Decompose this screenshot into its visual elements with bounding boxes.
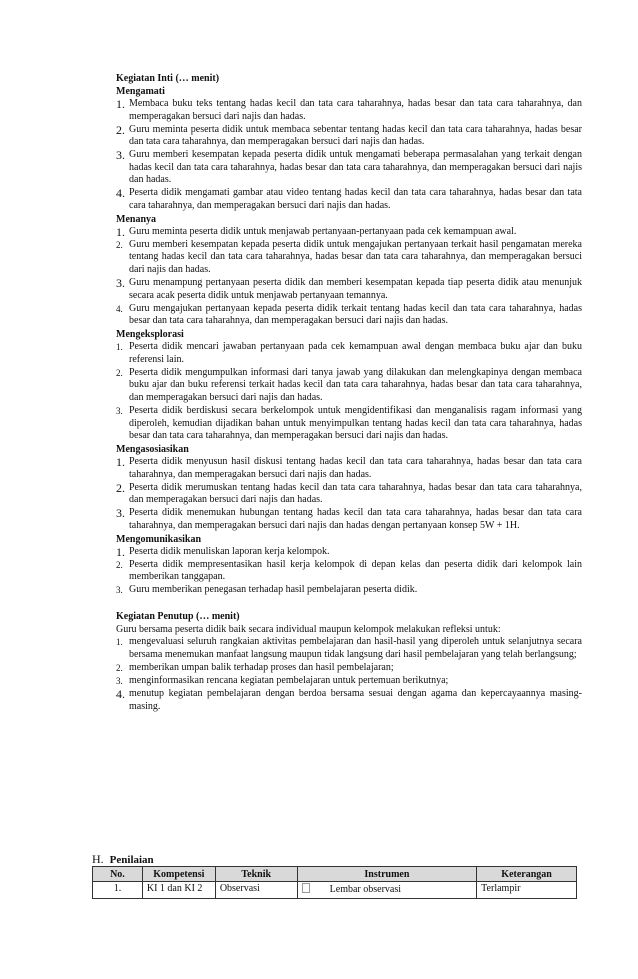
kegiatan-inti-title: Kegiatan Inti (… menit) <box>116 73 220 84</box>
cell-keterangan: Terlampir <box>477 882 577 899</box>
cell-kompetensi: KI 1 dan KI 2 <box>142 882 215 899</box>
list-number: 4. <box>116 186 125 201</box>
list-item <box>116 405 582 443</box>
list-text: Guru meminta peserta didik untuk menjawab pertanyaan-pertanyaan pada cek kemampuan awal. <box>129 225 517 237</box>
list-text: Peserta didik mengamati gambar atau video tentang hadas kecil dan tata cara taharahnya, hadas besar dan tata cara taharahnya, dan memperagakan bersuci dari najis dan hadas. <box>129 187 582 211</box>
list-text: Guru memberi kesempatan kepada peserta didik untuk mengajukan pertanyaan terkait hasil pengamatan mereka tentang hadas kecil dan tata cara taharahnya, hadas besar dan tata cara taharahnya, dan memperagakan bersuci dari najis dan hadas. <box>129 238 582 276</box>
list-number: 3. <box>116 405 123 416</box>
table-header-row <box>93 867 577 882</box>
cell-instrumen <box>297 882 476 899</box>
list-item <box>116 507 582 532</box>
list-number: 2. <box>116 559 123 570</box>
section-list <box>116 456 582 532</box>
list-number: 3. <box>116 585 123 596</box>
list-text: Peserta didik merumuskan tentang hadas kecil dan tata cara taharahnya, hadas besar dan tata cara taharahnya, dan memperagakan bersuci dari najis dan hadas. <box>129 481 582 506</box>
list-text: Guru memberi kesempatan kepada peserta didik untuk mengamati beberapa permasalahan yang terkait dengan hadas kecil dan tata cara taharahnya, hadas besar dan tata cara taharahnya, dan memperagakan bersuci dari najis dan hadas. <box>129 149 582 186</box>
list-item <box>116 187 582 212</box>
header-instrumen: Instrumen <box>297 867 476 882</box>
header-no: No. <box>93 867 143 882</box>
cell-teknik: Observasi <box>215 882 297 899</box>
list-text: Guru mengajukan pertanyaan kepada peserta didik terkait tentang hadas kecil dan tata cara taharahnya, hadas besar dan tata cara taharahnya, dan memperagakan bersuci dari najis dan hadas. <box>129 302 582 327</box>
list-text: Peserta didik berdiskusi secara berkelompok untuk mengidentifikasi dan menganalisis ragam informasi yang diperoleh, kemudian dijadikan bahan untuk menyimpulkan tentang hadas kecil dan tata cara taharahnya, hadas besar dan tata cara taharahnya, dan memperagakan bersuci dari najis dan hadas. <box>129 404 582 442</box>
header-teknik: Teknik <box>215 867 297 882</box>
list-number: 1. <box>116 637 123 648</box>
section-heading: Mengeksplorasi <box>116 329 184 341</box>
kegiatan-penutup-list <box>116 636 582 713</box>
list-number: 4. <box>116 686 125 701</box>
header-keterangan: Keterangan <box>477 867 577 882</box>
section-heading: Mengasosiasikan <box>116 444 189 456</box>
list-item <box>116 675 582 688</box>
header-kompetensi: Kompetensi <box>142 867 215 882</box>
instrumen-label: Lembar observasi <box>329 884 402 895</box>
list-item <box>116 341 582 366</box>
list-number: 1. <box>116 342 123 353</box>
list-text: Membaca buku teks tentang hadas kecil dan tata cara taharahnya, hadas besar dan tata cara taharahnya, dan memperagakan bersuci dari najis dan hadas. <box>129 98 582 122</box>
list-item <box>116 277 582 302</box>
cell-no: 1. <box>93 882 143 899</box>
list-number: 1. <box>116 97 125 111</box>
list-text: Peserta didik mengumpulkan informasi dari tanya jawab yang dilakukan dan melengkapinya dengan membaca buku ajar dan buku referensi terkait hadas kecil dan tata cara taharahnya, hadas besar dan tata cara taharahnya, dan memperagakan bersuci dari najis dan hadas. <box>129 366 582 403</box>
list-item <box>116 559 582 584</box>
list-text: Peserta didik menuliskan laporan kerja kelompok. <box>129 545 330 557</box>
list-text: Peserta didik menyusun hasil diskusi tentang hadas kecil dan tata cara taharahnya, hadas besar dan tata cara taharahnya, dan memperagakan bersuci dari najis dan hadas. <box>129 456 582 480</box>
list-number: 3. <box>116 148 125 163</box>
document-body <box>116 72 582 714</box>
list-number: 2. <box>116 663 123 673</box>
list-text: Guru menampung pertanyaan peserta didik dan memberi kesempatan kepada tiap peserta didik atau menunjuk secara acak peserta didik untuk menjawab pertanyaan temannya. <box>129 277 582 301</box>
list-item <box>116 636 582 661</box>
list-item <box>116 124 582 149</box>
list-item <box>116 456 582 481</box>
penilaian-heading <box>92 852 154 867</box>
list-item <box>116 149 582 187</box>
kegiatan-inti-sections <box>116 85 582 597</box>
list-text: mengevaluasi seluruh rangkaian aktivitas pembelajaran dan hasil-hasil yang diperoleh untuk selanjutnya secara bersama menemukan manfaat langsung maupun tidak langsung dari hasil pembelajaran yang telah berlangsung; <box>129 636 582 661</box>
list-text: Peserta didik menemukan hubungan tentang hadas kecil dan tata cara taharahnya, hadas besar dan tata cara taharahnya, dan memperagakan bersuci dari najis dan hadas dengan pertanyaan konsep 5W + 1H. <box>129 507 582 531</box>
list-item <box>116 688 582 713</box>
list-number: 4. <box>116 303 123 314</box>
list-number: 2. <box>116 122 125 137</box>
list-text: Guru memberikan penegasan terhadap hasil pembelajaran peserta didik. <box>129 584 418 596</box>
list-number: 2. <box>116 367 123 378</box>
section-heading: Menanya <box>116 213 156 225</box>
penilaian-title: Penilaian <box>109 854 154 866</box>
penilaian-table <box>92 866 577 899</box>
list-number: 3. <box>116 675 123 686</box>
list-text: menutup kegiatan pembelajaran dengan berdoa bersama sesuai dengan agama dan kepercayaannya masing-masing. <box>129 687 582 712</box>
list-item <box>116 226 582 239</box>
list-item <box>116 662 582 675</box>
section-heading: Mengomunikasikan <box>116 533 202 545</box>
list-number: 3. <box>116 506 125 521</box>
list-number: 2. <box>116 480 125 495</box>
section-list <box>116 341 582 443</box>
list-item <box>116 98 582 123</box>
list-item <box>116 546 582 559</box>
section-list <box>116 226 582 328</box>
list-number: 3. <box>116 276 125 291</box>
kegiatan-penutup-intro: Guru bersama peserta didik baik secara individual maupun kelompok melakukan refleksi untuk: <box>116 624 501 636</box>
section-letter: H. <box>92 852 104 866</box>
list-text: menginformasikan rencana kegiatan pembelajaran untuk pertemuan berikutnya; <box>129 674 449 686</box>
list-item <box>116 303 582 328</box>
list-item <box>116 584 582 597</box>
table-row <box>93 882 577 899</box>
list-number: 1. <box>116 544 125 559</box>
list-item <box>116 367 582 405</box>
list-number: 2. <box>116 239 123 250</box>
section-list <box>116 98 582 213</box>
list-item <box>116 239 582 277</box>
list-item <box>116 482 582 507</box>
list-text: Guru meminta peserta didik untuk membaca sebentar tentang hadas kecil dan tata cara taharahnya, hadas besar dan tata cara taharahnya, dan memperagakan bersuci dari najis dan hadas. <box>129 123 582 148</box>
list-number: 1. <box>116 224 125 239</box>
list-text: Peserta didik mempresentasikan hasil kerja kelompok di depan kelas dan peserta didik dari kelompok lain memberikan tanggapan. <box>129 558 582 583</box>
list-text: Peserta didik mencari jawaban pertanyaan pada cek kemampuan awal dengan membaca buku ajar dan buku referensi lain. <box>129 341 582 365</box>
checkbox-icon <box>302 883 310 893</box>
list-text: memberikan umpan balik terhadap proses dan hasil pembelajaran; <box>129 662 394 673</box>
kegiatan-penutup-title: Kegiatan Penutup (… menit) <box>116 611 240 623</box>
section-heading: Mengamati <box>116 86 165 97</box>
list-number: 1. <box>116 455 125 470</box>
section-list <box>116 546 582 597</box>
